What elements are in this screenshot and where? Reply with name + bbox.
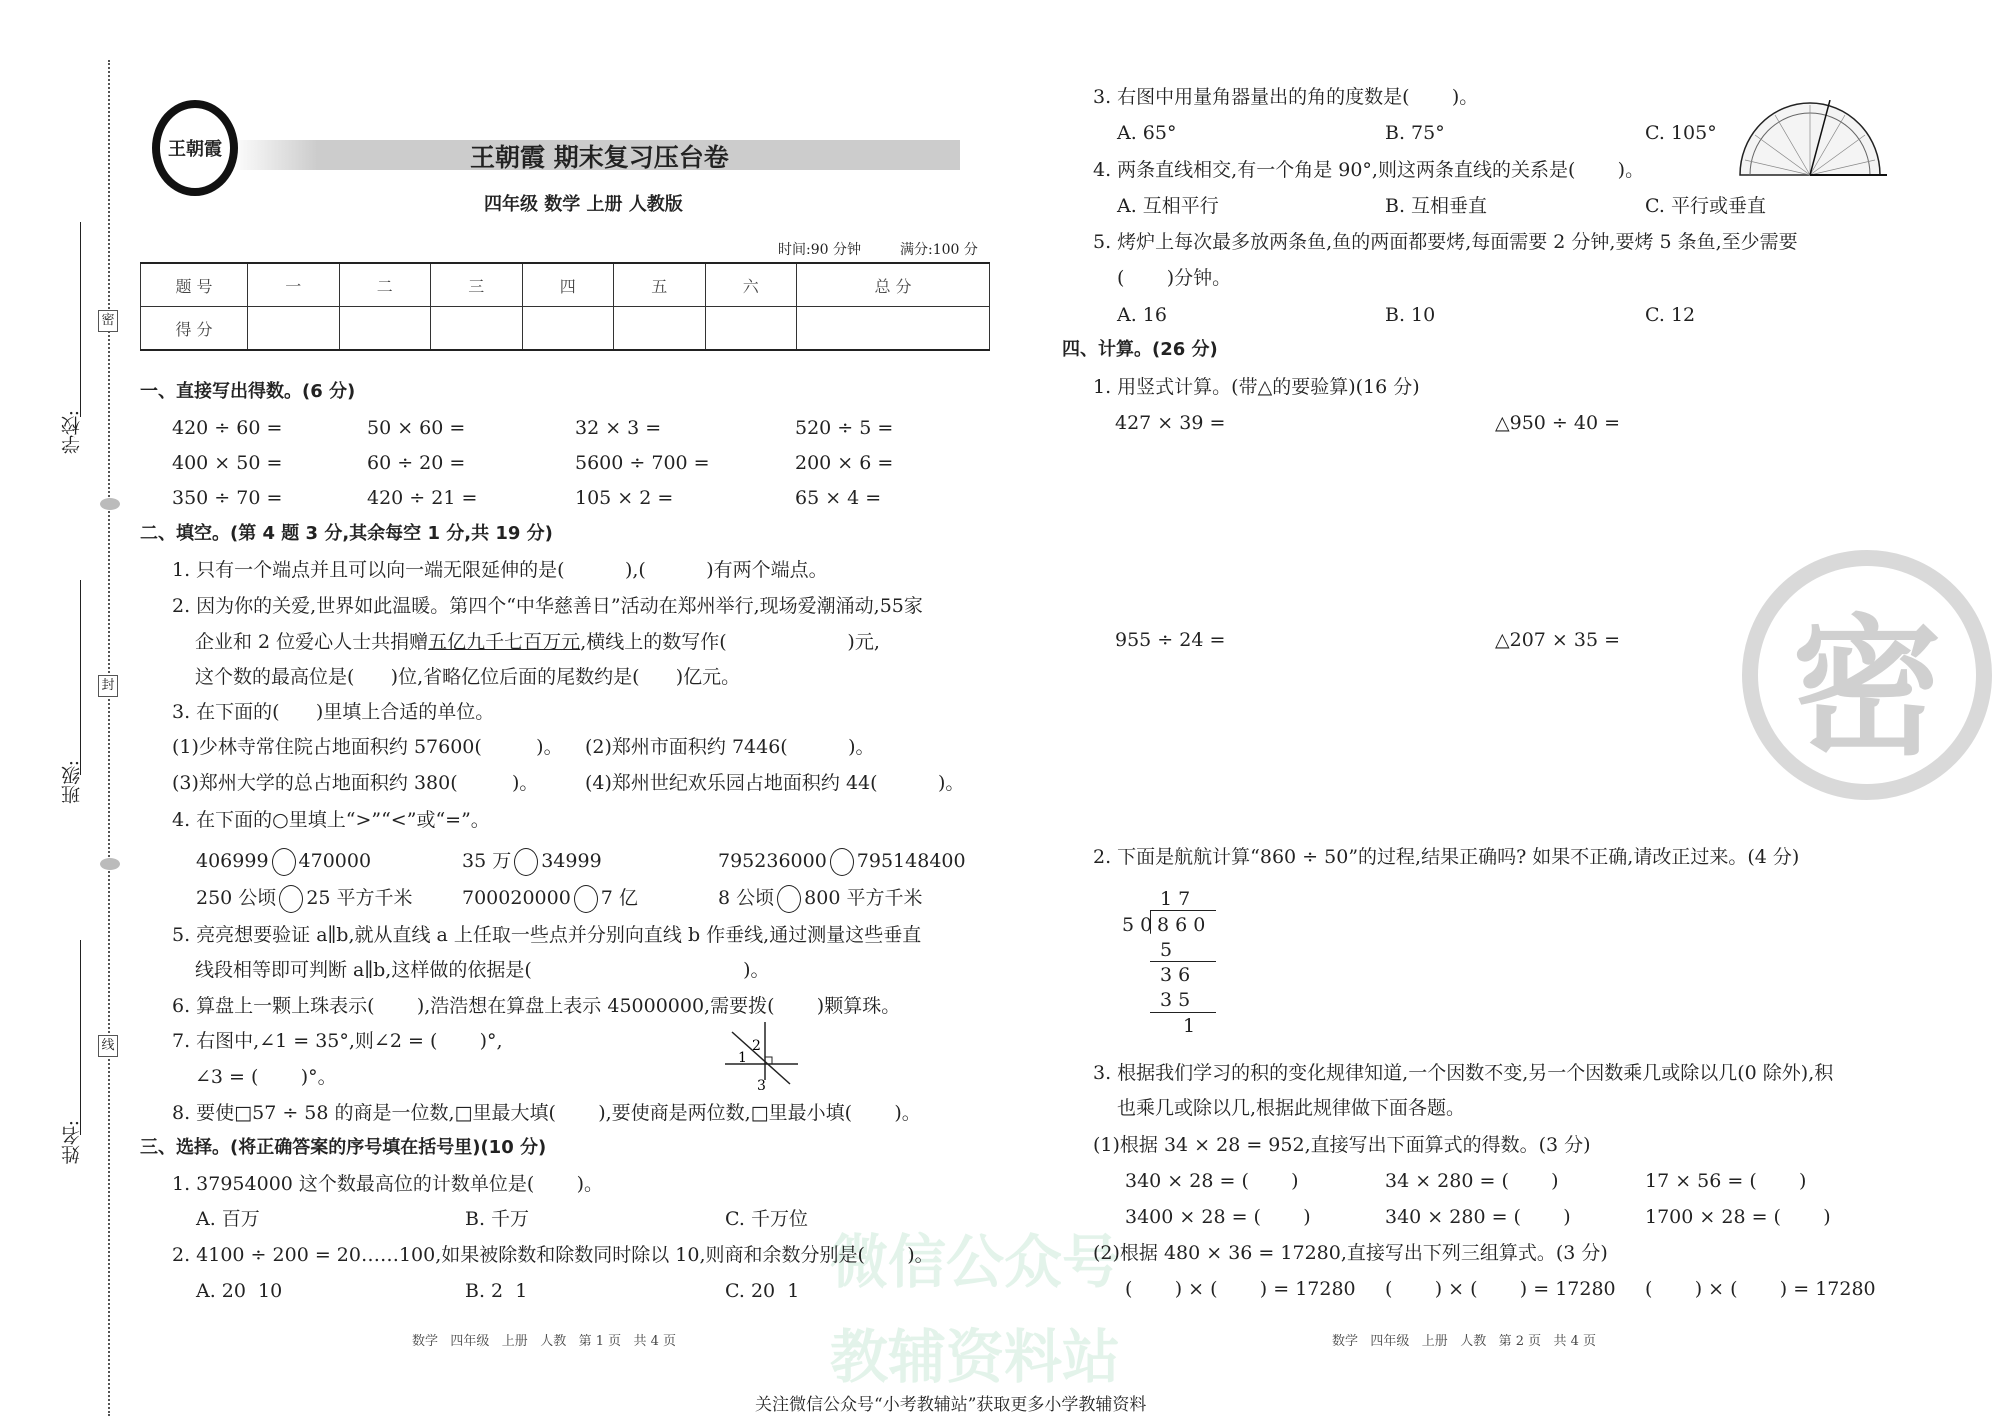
question-3-5: 5. 烤炉上每次最多放两条鱼,鱼的两面都要烤,每面需要 2 分钟,要烤 5 条鱼,至少需要 <box>1093 231 1798 253</box>
table-header-cell: 六 <box>705 263 797 307</box>
option-a: A. 20 10 <box>196 1280 283 1302</box>
option-c: C. 平行或垂直 <box>1645 195 1766 217</box>
score-cell[interactable] <box>339 307 431 351</box>
calc-item: ( ) × ( ) = 17280 <box>1125 1278 1356 1300</box>
school-label: 学校: <box>61 410 83 455</box>
compare-left: 8 公顷 <box>718 887 775 909</box>
calc-item: 340 × 28 = ( ) <box>1125 1170 1299 1192</box>
brand-logo: 王朝霞 <box>152 100 238 196</box>
compare-right: 25 平方千米 <box>306 887 413 909</box>
div-step: 5 <box>1160 939 1173 961</box>
compare-left: 700020000 <box>462 887 571 909</box>
compare-circle[interactable] <box>279 885 303 913</box>
question-2-6: 6. 算盘上一颗上珠表示( ),浩浩想在算盘上表示 45000000,需要拨( )颗算珠。 <box>172 995 901 1017</box>
question-4-2: 2. 下面是航航计算“860 ÷ 50”的过程,结果正确吗? 如果不正确,请改正过来。(4 分) <box>1093 846 1800 868</box>
question-2-5-line2: 线段相等即可判断 a∥b,这样做的依据是( )。 <box>195 959 770 981</box>
calc-item: 427 × 39 = <box>1115 412 1226 434</box>
div-bar <box>1150 910 1216 911</box>
question-2-2-line2: 企业和 2 位爱心人士共捐赠五亿九千七百万元,横线上的数写作( )元, <box>195 631 880 653</box>
school-field[interactable] <box>80 222 81 417</box>
table-header-cell: 五 <box>614 263 706 307</box>
calc-item: 955 ÷ 24 = <box>1115 629 1226 651</box>
score-cell[interactable] <box>248 307 340 351</box>
question-2-4: 4. 在下面的○里填上“>”“<”或“=”。 <box>172 809 490 831</box>
div-quotient: 1 7 <box>1160 888 1191 910</box>
table-header-cell: 三 <box>431 263 523 307</box>
calc-item: △207 × 35 = <box>1495 629 1621 651</box>
div-step: 3 5 <box>1160 989 1191 1011</box>
score-cell[interactable] <box>522 307 614 351</box>
question-3-5-line2: ( )分钟。 <box>1117 267 1232 289</box>
option-c: C. 千万位 <box>725 1208 808 1230</box>
watermark-text-1: 微信公众号 <box>830 1228 1121 1296</box>
div-divisor: 5 0 <box>1122 914 1153 936</box>
div-dividend: 8 6 0 <box>1157 914 1206 936</box>
score-cell[interactable] <box>797 307 990 351</box>
angle-label-1: 1 <box>738 1050 747 1066</box>
angle-label-3: 3 <box>757 1078 766 1092</box>
calc-item: 1700 × 28 = ( ) <box>1645 1206 1831 1228</box>
score-cell[interactable] <box>705 307 797 351</box>
compare-right: 7 亿 <box>600 887 638 909</box>
div-line <box>1150 961 1216 962</box>
compare-right: 470000 <box>298 850 372 872</box>
compare-circle[interactable] <box>830 848 854 876</box>
question-3-4: 4. 两条直线相交,有一个角是 90°,则这两条直线的关系是( )。 <box>1093 159 1645 181</box>
name-label: 姓名: <box>61 1120 83 1165</box>
compare-item <box>718 885 922 913</box>
page-title: 王朝霞 期末复习压台卷 <box>470 143 729 172</box>
knot-icon <box>100 498 120 510</box>
table-header-cell: 一 <box>248 263 340 307</box>
option-c: C. 12 <box>1645 304 1696 326</box>
class-field[interactable] <box>80 580 81 775</box>
question-3-3: 3. 右图中用量角器量出的角的度数是( )。 <box>1093 86 1479 108</box>
seal-mark-1: 密 <box>98 310 118 332</box>
knot-icon <box>100 858 120 870</box>
compare-right: 34999 <box>541 850 602 872</box>
oral-calc-item: 65 × 4 = <box>795 487 882 509</box>
seal-mark-2: 封 <box>98 675 118 697</box>
angle-figure <box>720 1022 800 1092</box>
calc-item: 17 × 56 = ( ) <box>1645 1170 1807 1192</box>
section-2-heading: 二、填空。(第 4 题 3 分,其余每空 1 分,共 19 分) <box>140 523 553 544</box>
watermark-text-2: 教辅资料站 <box>830 1323 1121 1391</box>
option-a: A. 16 <box>1117 304 1167 326</box>
oral-calc-item: 105 × 2 = <box>575 487 674 509</box>
compare-item <box>462 848 602 876</box>
option-b: B. 10 <box>1385 304 1436 326</box>
option-a: A. 互相平行 <box>1117 195 1219 217</box>
question-4-3-2: (2)根据 480 × 36 = 17280,直接写出下列三组算式。(3 分) <box>1093 1242 1608 1264</box>
oral-calc-item: 200 × 6 = <box>795 452 894 474</box>
table-header-cell: 题 号 <box>141 263 248 307</box>
question-2-3-2: (2)郑州市面积约 7446( )。 <box>585 736 875 758</box>
option-c: C. 20 1 <box>725 1280 800 1302</box>
question-2-3-4: (4)郑州世纪欢乐园占地面积约 44( )。 <box>585 772 965 794</box>
compare-left: 795236000 <box>718 850 827 872</box>
option-a: A. 百万 <box>196 1208 260 1230</box>
protractor-figure <box>1735 100 1890 180</box>
compare-item <box>462 885 638 913</box>
table-header-cell: 二 <box>339 263 431 307</box>
question-2-2-line3: 这个数的最高位是( )位,省略亿位后面的尾数约是( )亿元。 <box>195 666 741 688</box>
compare-left: 35 万 <box>462 850 512 872</box>
page-subtitle: 四年级 数学 上册 人教版 <box>484 194 683 215</box>
option-c: C. 105° <box>1645 122 1717 144</box>
compare-item <box>196 885 413 913</box>
question-4-3-1: (1)根据 34 × 28 = 952,直接写出下面算式的得数。(3 分) <box>1093 1134 1591 1156</box>
question-2-5: 5. 亮亮想要验证 a∥b,就从直线 a 上任取一些点并分别向直线 b 作垂线,通过测量这些垂直 <box>172 924 922 946</box>
compare-item <box>196 848 371 876</box>
option-b: B. 千万 <box>465 1208 530 1230</box>
oral-calc-item: 350 ÷ 70 = <box>172 487 283 509</box>
option-b: B. 互相垂直 <box>1385 195 1488 217</box>
compare-circle[interactable] <box>514 848 538 876</box>
score-cell[interactable] <box>431 307 523 351</box>
question-2-8: 8. 要使□57 ÷ 58 的商是一位数,□里最大填( ),要使商是两位数,□里最小填( )。 <box>172 1102 921 1124</box>
question-2-3-3: (3)郑州大学的总占地面积约 380( )。 <box>172 772 539 794</box>
calc-item: 3400 × 28 = ( ) <box>1125 1206 1311 1228</box>
section-1-heading: 一、直接写出得数。(6 分) <box>140 381 356 402</box>
table-row <box>141 263 990 307</box>
compare-circle[interactable] <box>777 885 801 913</box>
option-a: A. 65° <box>1117 122 1177 144</box>
option-b: B. 75° <box>1385 122 1445 144</box>
calc-item: ( ) × ( ) = 17280 <box>1645 1278 1876 1300</box>
compare-right: 795148400 <box>856 850 966 872</box>
oral-calc-item: 400 × 50 = <box>172 452 283 474</box>
div-step: 3 6 <box>1160 964 1191 986</box>
question-3-2: 2. 4100 ÷ 200 = 20……100,如果被除数和除数同时除以 10,则商和余数分别是( )。 <box>172 1244 934 1266</box>
question-2-2: 2. 因为你的关爱,世界如此温暖。第四个“中华慈善日”活动在郑州举行,现场爱潮涌动,55家 <box>172 595 923 617</box>
question-2-1: 1. 只有一个端点并且可以向一端无限延伸的是( ),( )有两个端点。 <box>172 559 828 581</box>
question-2-3: 3. 在下面的( )里填上合适的单位。 <box>172 701 495 723</box>
table-row <box>141 307 990 351</box>
name-field[interactable] <box>80 940 81 1135</box>
calc-item: 340 × 280 = ( ) <box>1385 1206 1571 1228</box>
compare-circle[interactable] <box>574 885 598 913</box>
compare-left: 250 公顷 <box>196 887 277 909</box>
compare-right: 800 平方千米 <box>804 887 923 909</box>
oral-calc-item: 420 ÷ 21 = <box>367 487 478 509</box>
oral-calc-item: 5600 ÷ 700 = <box>575 452 710 474</box>
seal-stamp-watermark: 密 <box>1742 550 1992 800</box>
question-4-3: 3. 根据我们学习的积的变化规律知道,一个因数不变,另一个因数乘几或除以几(0 除外),积 <box>1093 1062 1834 1084</box>
binding-dotted-line <box>108 60 110 1416</box>
footer-page-2: 数学 四年级 上册 人教 第 2 页 共 4 页 <box>1332 1334 1597 1349</box>
oral-calc-item: 520 ÷ 5 = <box>795 417 894 439</box>
calc-item: 34 × 280 = ( ) <box>1385 1170 1559 1192</box>
angle-label-2: 2 <box>752 1038 761 1054</box>
compare-circle[interactable] <box>272 848 296 876</box>
question-3-1: 1. 37954000 这个数最高位的计数单位是( )。 <box>172 1173 604 1195</box>
full-score: 满分:100 分 <box>900 242 978 258</box>
calc-item: △950 ÷ 40 = <box>1495 412 1621 434</box>
div-remainder: 1 <box>1183 1015 1196 1037</box>
table-row-label: 得 分 <box>141 307 248 351</box>
calc-item: ( ) × ( ) = 17280 <box>1385 1278 1616 1300</box>
question-2-7: 7. 右图中,∠1 = 35°,则∠2 = ( )°, <box>172 1030 503 1052</box>
class-label: 班级: <box>61 760 83 805</box>
table-header-cell: 四 <box>522 263 614 307</box>
footer-note: 关注微信公众号“小考教辅站”获取更多小学教辅资料 <box>755 1395 1147 1415</box>
time-limit: 时间:90 分钟 <box>778 242 861 258</box>
question-4-3-line2: 也乘几或除以几,根据此规律做下面各题。 <box>1117 1097 1466 1119</box>
oral-calc-item: 60 ÷ 20 = <box>367 452 466 474</box>
seal-mark-3: 线 <box>98 1035 118 1057</box>
question-2-7-line2: ∠3 = ( )°。 <box>195 1066 337 1088</box>
div-line <box>1150 1012 1216 1013</box>
option-b: B. 2 1 <box>465 1280 528 1302</box>
oral-calc-item: 420 ÷ 60 = <box>172 417 283 439</box>
footer-page-1: 数学 四年级 上册 人教 第 1 页 共 4 页 <box>412 1334 677 1349</box>
score-cell[interactable] <box>614 307 706 351</box>
section-3-heading: 三、选择。(将正确答案的序号填在括号里)(10 分) <box>140 1137 547 1158</box>
oral-calc-item: 32 × 3 = <box>575 417 662 439</box>
question-2-3-1: (1)少林寺常住院占地面积约 57600( )。 <box>172 736 563 758</box>
section-4-heading: 四、计算。(26 分) <box>1062 339 1218 360</box>
compare-left: 406999 <box>196 850 269 872</box>
question-4-1: 1. 用竖式计算。(带△的要验算)(16 分) <box>1093 376 1420 398</box>
compare-item <box>718 848 966 876</box>
score-table <box>140 262 990 351</box>
oral-calc-item: 50 × 60 = <box>367 417 466 439</box>
table-header-cell: 总 分 <box>797 263 990 307</box>
